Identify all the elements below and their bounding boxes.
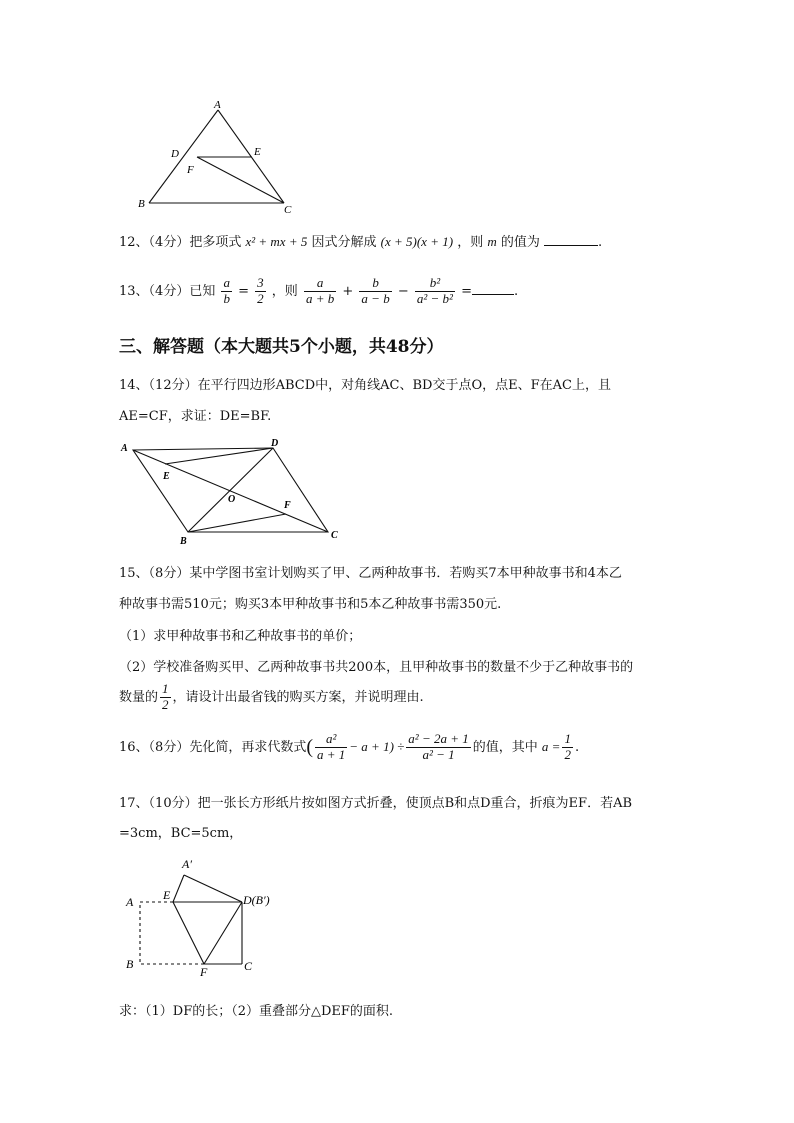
label-a: A [121, 443, 128, 454]
diagonal-bd [188, 448, 273, 532]
parallelogram-figure [118, 436, 348, 548]
fraction-a-value: $\frac{1}{2}$ [564, 731, 571, 762]
question-16 [119, 732, 579, 763]
q16-prefix: 16、（8分）先化简，再求代数式 [119, 739, 307, 755]
question-17-line-2: =3cm，BC=5cm， [119, 826, 243, 841]
q13-prefix: 13、（4分）已知 [119, 283, 216, 299]
answer-blank[interactable] [544, 234, 598, 246]
label-b: B [180, 536, 187, 547]
label-e: E [163, 471, 170, 482]
label-e: E [163, 888, 171, 902]
q13-eq2: = [461, 283, 473, 299]
segment-df [204, 902, 242, 964]
label-f: F [200, 965, 208, 979]
segment-a1d [184, 875, 242, 902]
q13-mid: ，则 [271, 283, 298, 299]
question-15-line-1: 15、（8分）某中学图书室计划购买了甲、乙两种故事书．若购买7本甲种故事书和4本乙 [119, 566, 622, 581]
q12-suffix: 的值为 [500, 235, 540, 250]
fraction-term-1: $\frac{a}{a + b}$ [305, 275, 335, 306]
q12-mid2: ，则 [457, 235, 484, 250]
q16-paren: ( [306, 735, 313, 758]
q16-part: − a + 1) ÷ [349, 738, 405, 754]
question-15-part-2: （2）学校准备购买甲、乙两种故事书共200本，且甲种故事书的数量不少于乙种故事书的 [119, 660, 634, 675]
triangle-figure [134, 96, 304, 218]
label-a: A [126, 895, 134, 909]
fraction-term-2: $\frac{b}{a - b}$ [361, 275, 390, 306]
answer-blank[interactable] [472, 283, 514, 295]
q13-plus: + [342, 283, 354, 299]
question-15-line-5 [119, 682, 424, 713]
q13-minus: − [397, 283, 409, 299]
q16-aeq: a = [541, 738, 561, 754]
label-b: B [126, 957, 134, 971]
fraction-a2-over-a-plus-1: $\frac{\text{a²}}{a + 1}$ [317, 731, 346, 762]
label-o: O [228, 494, 236, 505]
question-14-line-2: AE=CF，求证：DE=BF. [119, 409, 272, 424]
q15-line5b: ，请设计出最省钱的购买方案，并说明理由. [172, 689, 424, 705]
original-corner-dashed [140, 902, 204, 964]
fraction-main: $\frac{\text{a² − 2a + 1}}{\text{a² − 1}}$ [408, 731, 469, 762]
folded-rectangle-figure [118, 852, 288, 982]
q12-factors: (x + 5)(x + 1) [380, 234, 454, 249]
q13-end: . [514, 283, 519, 299]
question-17-line-1: 17、（10分）把一张长方形纸片按如图方式折叠，使顶点B和点D重合，折痕为EF．若AB [119, 796, 633, 811]
q12-end: . [598, 235, 603, 250]
diagonal-ac [133, 450, 328, 532]
label-c: C [331, 530, 338, 541]
label-d: D [271, 438, 279, 449]
fraction-term-3: $\frac{\text{b²}}{\text{a² − b²}}$ [416, 275, 453, 306]
label-c: C [284, 204, 292, 216]
label-c: C [244, 959, 253, 973]
fraction-3-over-2: $\frac{3}{2}$ [257, 275, 264, 306]
question-17-ask: 求：（1）DF的长；（2）重叠部分△DEF的面积. [119, 1004, 394, 1019]
q13-eq: = [238, 283, 250, 299]
label-a-prime: A′ [182, 857, 192, 871]
segment-ea1 [173, 875, 184, 902]
q16-end: . [574, 739, 580, 755]
q12-var: m [487, 234, 497, 249]
q12-mid: 因式分解成 [311, 235, 377, 250]
label-b: B [138, 198, 145, 210]
segment-de [165, 448, 273, 464]
segment-fc [197, 157, 284, 203]
section-heading: 三、解答题（本大题共5个小题，共48分） [119, 337, 444, 357]
question-12 [119, 231, 602, 250]
q16-mid: 的值，其中 [472, 739, 538, 755]
q12-expression: x² + mx + 5 [245, 234, 308, 249]
fraction-one-half: $\frac{1}{2}$ [162, 681, 169, 712]
label-d-b-prime: D(B′) [243, 893, 270, 907]
label-f: F [187, 164, 194, 176]
segment-ef [173, 902, 204, 964]
question-15-line-2: 种故事书需510元；购买3本甲种故事书和5本乙种故事书需350元. [119, 597, 502, 612]
label-d: D [171, 148, 179, 160]
question-13 [119, 276, 518, 307]
label-a: A [214, 99, 221, 111]
fraction-a-over-b: $\frac{a}{b}$ [223, 275, 230, 306]
q15-line5a: 数量的 [119, 689, 159, 705]
label-e: E [254, 146, 261, 158]
label-f: F [284, 500, 291, 511]
q12-prefix: 12、（4分）把多项式 [119, 235, 242, 250]
question-15-part-1: （1）求甲种故事书和乙种故事书的单价； [119, 629, 362, 644]
question-14-line-1: 14、（12分）在平行四边形ABCD中，对角线AC、BD交于点O，点E、F在AC上，且 [119, 378, 611, 393]
